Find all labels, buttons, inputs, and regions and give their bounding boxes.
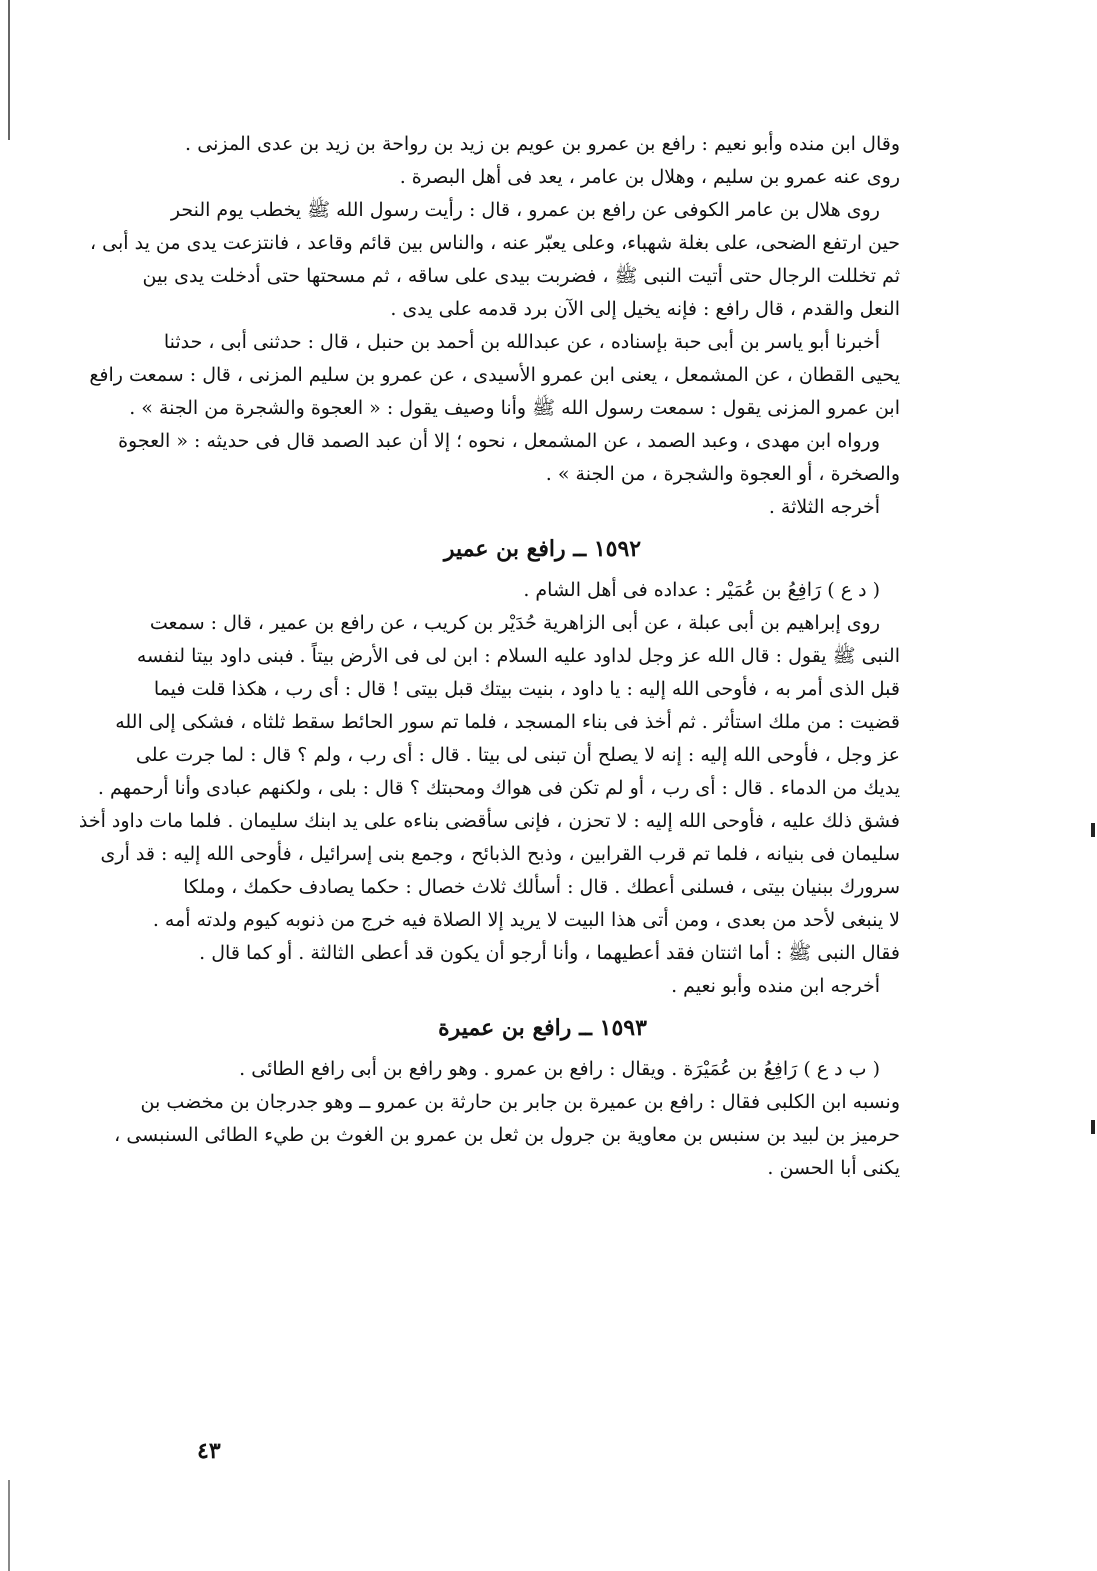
entry-heading-1592: ١٥٩٢ ــ رافع بن عمير (443, 536, 642, 562)
text-line: قبل الذى أمر به ، فأوحى الله إليه : يا داود ، بنيت بيتك قبل بيتى ! قال : أى رب ، هكذا قلت فيما (153, 678, 900, 700)
text-line: سرورك ببنيان بيتى ، فسلنى أعطك . قال : أسألك ثلاث خصال : حكما يصادف حكمك ، وملكا (183, 876, 900, 898)
text-line: ورواه ابن مهدى ، وعبد الصمد ، عن المشمعل ، نحوه ؛ إلا أن عبد الصمد قال فى حديثه : « العجوة (118, 430, 880, 452)
margin-mark (1091, 1120, 1095, 1134)
text-line: لا ينبغى لأحد من بعدى ، ومن أتى هذا البيت لا يريد إلا الصلاة فيه خرج من ذنوبه كيوم ولدته أمه . (152, 909, 900, 931)
text-line: ابن عمرو المزنى يقول : سمعت رسول الله ﷺ وأنا وصيف يقول : « العجوة والشجرة من الجنة » . (129, 397, 900, 419)
text-line: والصخرة ، أو العجوة والشجرة ، من الجنة » . (545, 463, 900, 485)
entry-1591-text (89, 128, 900, 524)
text-line: حين ارتفع الضحى، على بغلة شهباء، وعلى يعبّر عنه ، والناس بين قائم وقاعد ، فانتزعت يدى من يد أبى ، (89, 232, 900, 254)
entry-heading-1593: ١٥٩٣ ــ رافع بن عميرة (438, 1015, 647, 1041)
page-number: ٤٣ (197, 1438, 221, 1464)
text-line: أخرجه ابن منده وأبو نعيم . (671, 975, 880, 997)
text-line: روى إبراهيم بن أبى عبلة ، عن أبى الزاهرية حُدَيْر بن كريب ، عن رافع بن عمير ، قال : سمعت (149, 612, 880, 634)
entry-1592-text (78, 607, 900, 1003)
text-line: ونسبه ابن الكلبى فقال : رافع بن عميرة بن جابر بن حارثة بن عمرو ــ وهو جدرجان بن مخضب بن (140, 1091, 900, 1113)
page-left-edge-line-bottom (8, 1480, 10, 1571)
text-line: أخبرنا أبو ياسر بن أبى حبة بإسناده ، عن عبدالله بن أحمد بن حنبل ، قال : حدثنى أبى ، حدثنا (163, 331, 880, 353)
text-line: روى هلال بن عامر الكوفى عن رافع بن عمرو ، قال : رأيت رسول الله ﷺ يخطب يوم النحر (170, 199, 880, 221)
page-left-edge-line (8, 0, 10, 140)
text-line: ثم تخللت الرجال حتى أتيت النبى ﷺ ، فضربت بيدى على ساقه ، ثم مسحتها حتى أدخلت يدى بين (142, 265, 900, 287)
entry-subheading-1592: ( د ع ) رَافِعُ بن عُمَيْر : عداده فى أهل الشام . (523, 579, 880, 601)
text-line: يديك من الدماء . قال : أى رب ، أو لم تكن فى هواك ومحبتك ؟ قال : بلى ، ولكنهم عبادى وأنا أرحمهم . (97, 777, 900, 799)
page-text-body (78, 128, 900, 1185)
text-line: فشق ذلك عليه ، فأوحى الله إليه : لا تحزن ، فإنى سأقضى بناءه على يد ابنك سليمان . فلما مات داود أخذ (78, 810, 900, 832)
text-line: يكنى أبا الحسن . (767, 1157, 900, 1179)
text-line: أخرجه الثلاثة . (768, 496, 880, 518)
text-line: روى عنه عمرو بن سليم ، وهلال بن عامر ، يعد فى أهل البصرة . (399, 166, 900, 188)
text-line: عز وجل ، فأوحى الله إليه : إنه لا يصلح أن تبنى لى بيتا . قال : أى رب ، ولم ؟ قال : لما جرت على (135, 744, 900, 766)
entry-subheading-1593: ( ب د ع ) رَافِعُ بن عُمَيْرَة . ويقال : رافع بن عمرو . وهو رافع بن أبى رافع الطائى . (239, 1058, 880, 1080)
text-line: فقال النبى ﷺ : أما اثنتان فقد أعطيهما ، وأنا أرجو أن يكون قد أعطى الثالثة . أو كما قال . (199, 942, 900, 964)
text-line: وقال ابن منده وأبو نعيم : رافع بن عمرو بن عويم بن زيد بن رواحة بن زيد بن عدى المزنى . (185, 133, 900, 155)
text-line: يحيى القطان ، عن المشمعل ، يعنى ابن عمرو الأسيدى ، عن عمرو بن سليم المزنى ، قال : سمعت رافع (89, 364, 900, 386)
text-line: حرميز بن لبيد بن سنبس بن معاوية بن جرول بن ثعل بن عمرو بن الغوث بن طيء الطائى السنبسى ، (114, 1124, 900, 1146)
text-line: قضيت : من ملك استأثر . ثم أخذ فى بناء المسجد ، فلما تم سور الحائط سقط ثلثاه ، فشكى إلى الله (115, 711, 900, 733)
text-line: النعل والقدم ، قال رافع : فإنه يخيل إلى الآن برد قدمه على يدى . (390, 298, 900, 320)
entry-1593-text (114, 1086, 900, 1185)
text-line: سليمان فى بنيانه ، فلما تم قرب القرابين ، وذبح الذبائح ، وجمع بنى إسرائيل ، فأوحى الله إليه : قد أرى (100, 843, 900, 865)
text-line: النبى ﷺ يقول : قال الله عز وجل لداود عليه السلام : ابن لى فى الأرض بيتاً . فبنى داود بيتا لنفسه (136, 645, 900, 667)
margin-mark (1091, 823, 1095, 837)
